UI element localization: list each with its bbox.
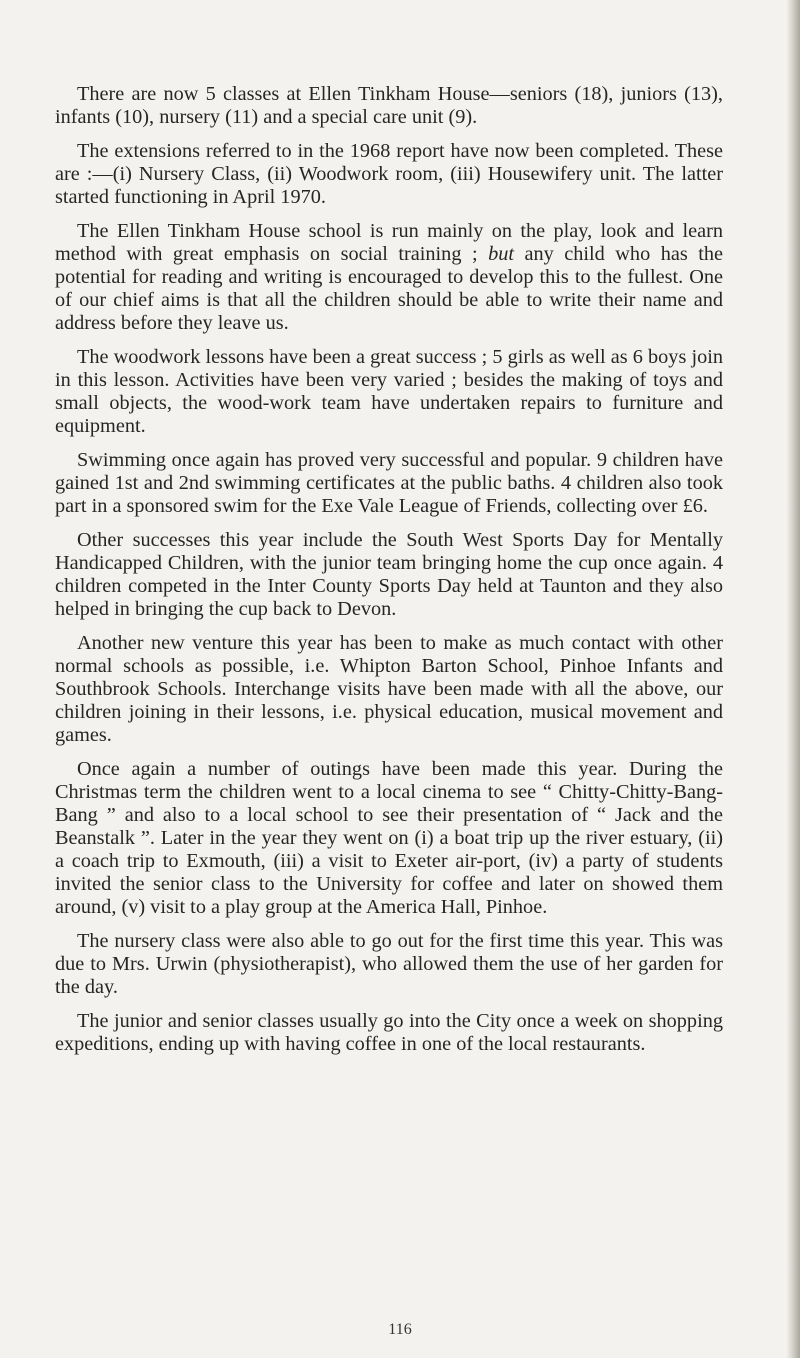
paragraph-method [55,220,723,335]
paragraph-method-start: The Ellen Tinkham House school is run mainly on the play, look and learn method with great emphasis on social training ; [55,220,723,265]
paragraph-extensions: The extensions referred to in the 1968 report have now been completed. These are :—(i) Nursery Class, (ii) Woodwork room, (iii) Housewifery unit. The latter started functioning in April 1970. [55,140,723,208]
page-edge-shadow [786,0,800,1358]
paragraph-method-italic: but [488,243,514,265]
page-number: 116 [388,1321,412,1338]
paragraph-schools-contact: Another new venture this year has been to make as much contact with other normal schools as possible, i.e. Whipton Barton School, Pinhoe Infants and Southbrook Schools. Interchange visits have been made with all the above, our children joining in their lessons, i.e. physical education, musical movement and games. [55,632,723,746]
paragraph-classes: There are now 5 classes at Ellen Tinkham House—seniors (18), juniors (13), infants (10), nursery (11) and a special care unit (9). [55,83,723,128]
paragraph-method-end: any child who has the potential for reading and writing is encouraged to develop this to the fullest. One of our chief aims is that all the children should be able to write their name and address before they leave us. [55,243,723,334]
paragraph-woodwork: The woodwork lessons have been a great success ; 5 girls as well as 6 boys join in this lesson. Activities have been very varied ; besides the making of toys and small objects, the wood-work team have undertaken repairs to furniture and equipment. [55,346,723,437]
paragraph-swimming: Swimming once again has proved very successful and popular. 9 children have gained 1st and 2nd swimming certificates at the public baths. 4 children also took part in a sponsored swim for the Exe Vale League of Friends, collecting over £6. [55,449,723,517]
paragraph-nursery: The nursery class were also able to go out for the first time this year. This was due to Mrs. Urwin (physiotherapist), who allowed them the use of her garden for the day. [55,930,723,998]
paragraph-shopping: The junior and senior classes usually go into the City once a week on shopping expeditions, ending up with having coffee in one of the local restaurants. [55,1010,723,1055]
paragraph-sports: Other successes this year include the South West Sports Day for Mentally Handicapped Children, with the junior team bringing home the cup once again. 4 children competed in the Inter County Sports Day held at Taunton and they also helped in bringing the cup back to Devon. [55,529,723,620]
document-body [55,83,723,1067]
paragraph-outings: Once again a number of outings have been made this year. During the Christmas term the children went to a local cinema to see “ Chitty-Chitty-Bang-Bang ” and also to a local school to see their presentation of “ Jack and the Beanstalk ”. Later in the year they went on (i) a boat trip up the river estuary, (ii) a coach trip to Exmouth, (iii) a visit to Exeter air-port, (iv) a party of students invited the senior class to the University for coffee and later on showed them around, (v) visit to a play group at the America Hall, Pinhoe. [55,758,723,918]
